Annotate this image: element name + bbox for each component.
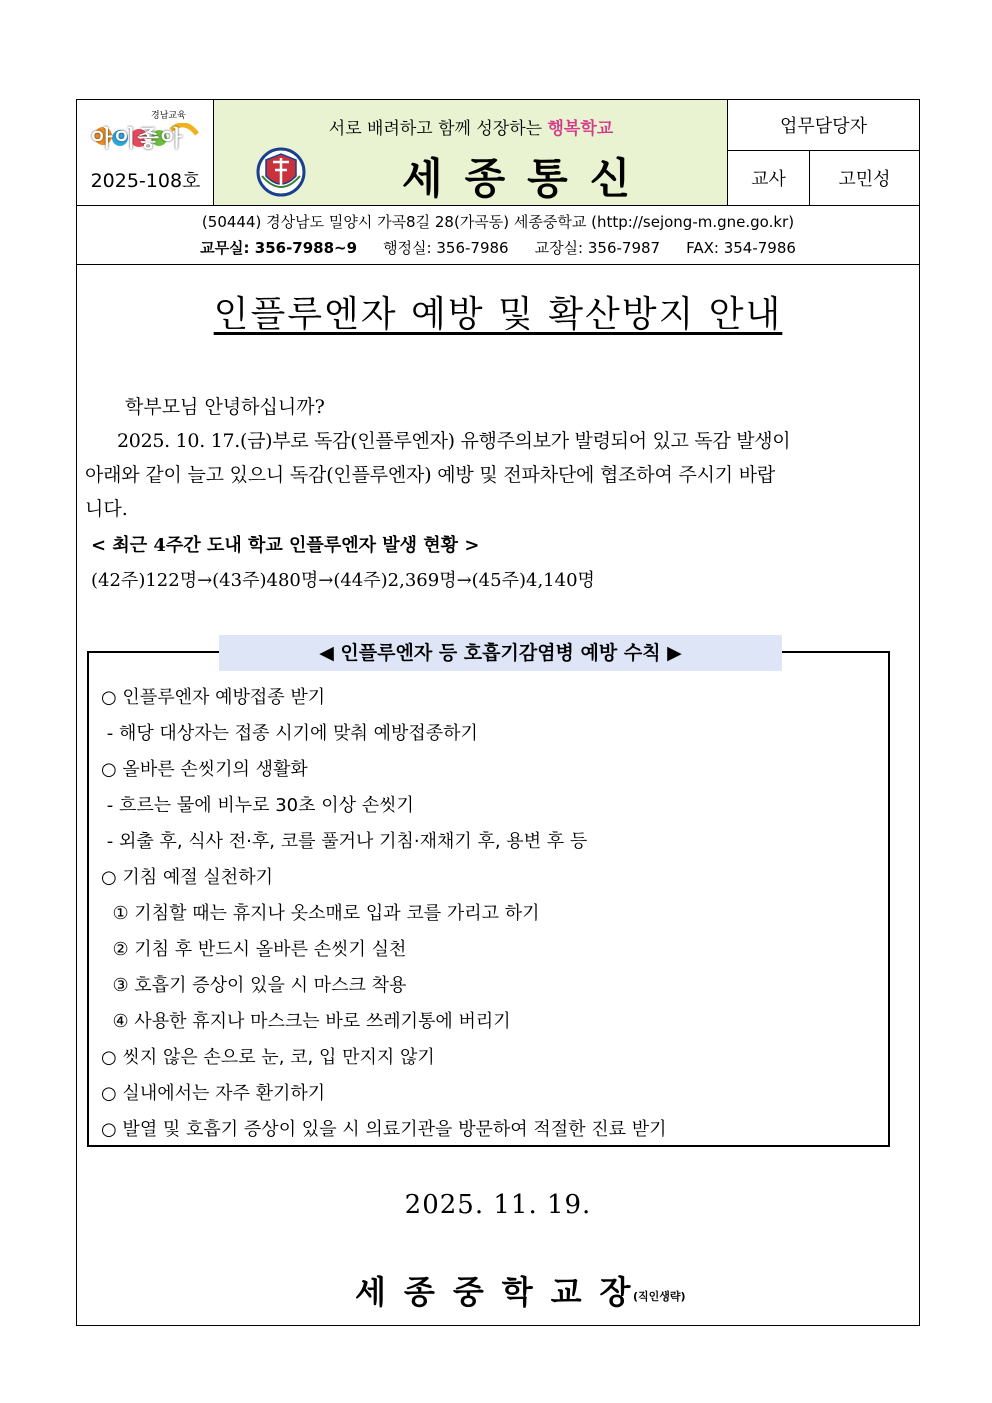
signature: 세종중학교장 xyxy=(355,1273,649,1311)
logo-small-text: 경남교육 xyxy=(151,111,186,121)
school-emblem-icon xyxy=(256,146,306,198)
document-frame xyxy=(76,99,920,1326)
header-divider xyxy=(77,205,919,206)
fax-number: FAX: 354-7986 xyxy=(686,239,796,257)
issue-number: 2025-108호 xyxy=(90,170,201,192)
slogan xyxy=(214,114,728,139)
header-table xyxy=(77,100,919,205)
contact-line xyxy=(77,237,919,258)
admin-phone: 행정실: 356-7986 xyxy=(383,239,509,257)
rule-item: ○ 실내에서는 자주 환기하기 xyxy=(101,1083,326,1104)
document-title xyxy=(77,286,919,337)
rule-item: - 해당 대상자는 접종 시기에 맞춰 예방접종하기 xyxy=(101,723,478,744)
paragraph-line-3: 니다. xyxy=(85,498,128,520)
rule-item: - 흐르는 물에 비누로 30초 이상 손씻기 xyxy=(101,795,414,816)
paragraph-line-1: 2025. 10. 17.(금)부로 독감(인플루엔자) 유행주의보가 발령되어 있고 독감 발생이 xyxy=(117,430,791,452)
prevention-rules-box xyxy=(87,642,890,1147)
rule-item: ○ 올바른 손씻기의 생활화 xyxy=(101,759,308,780)
title-cell xyxy=(214,100,728,205)
status-heading: < 최근 4주간 도내 학교 인플루엔자 발생 현황 > xyxy=(91,535,480,556)
slogan-highlight: 행복학교 xyxy=(547,119,614,139)
document-title-text: 인플루엔자 예방 및 확산방지 안내 xyxy=(213,294,783,335)
staff-role: 교사 xyxy=(728,151,810,205)
rule-item: ○ 발열 및 호흡기 증상이 있을 시 의료기관을 방문하여 적절한 진료 받기 xyxy=(101,1119,667,1140)
status-values: (42주)122명→(43주)480명→(44주)2,369명→(45주)4,140명 xyxy=(91,570,595,591)
rule-item: ○ 인플루엔자 예방접종 받기 xyxy=(101,687,326,708)
issue-date: 2025. 11. 19. xyxy=(404,1190,592,1220)
staff-label: 업무담당자 xyxy=(728,100,919,151)
seal-note: (직인생략) xyxy=(633,1290,686,1303)
principal-phone: 교장실: 356-7987 xyxy=(534,239,661,257)
logo-cell xyxy=(77,100,214,205)
rule-item: ○ 씻지 않은 손으로 눈, 코, 입 만지지 않기 xyxy=(101,1047,435,1068)
rule-item: ○ 기침 예절 실천하기 xyxy=(101,867,273,888)
rule-item: - 외출 후, 식사 전·후, 코를 풀거나 기침·재채기 후, 용변 후 등 xyxy=(101,831,588,852)
rule-item: ② 기침 후 반드시 올바른 손씻기 실천 xyxy=(101,939,407,960)
address-divider xyxy=(77,264,919,265)
slogan-text: 서로 배려하고 함께 성장하는 xyxy=(328,119,548,139)
address-line: (50444) 경상남도 밀양시 가곡8길 28(가곡동) 세종중학교 (http://sejong-m.gne.go.kr) xyxy=(201,213,795,231)
office-phone: 교무실: 356-7988~9 xyxy=(200,239,358,257)
rule-item: ④ 사용한 휴지나 마스크는 바로 쓰레기통에 버리기 xyxy=(101,1011,511,1032)
rule-item: ③ 호흡기 증상이 있을 시 마스크 착용 xyxy=(101,975,407,996)
paragraph-line-2: 아래와 같이 늘고 있으니 독감(인플루엔자) 예방 및 전파차단에 협조하여 주시기 바랍 xyxy=(85,464,776,486)
staff-name: 고민성 xyxy=(838,169,891,190)
newsletter-name: 세종통신 xyxy=(402,154,653,203)
greeting: 학부모님 안녕하십니까? xyxy=(125,396,325,418)
rule-item: ① 기침할 때는 휴지나 옷소매로 입과 코를 가리고 하기 xyxy=(101,903,540,924)
rules-heading: ◀ 인플루엔자 등 호흡기감염병 예방 수칙 ▶ xyxy=(219,635,782,671)
logo-text: 아이좋아 xyxy=(91,127,185,152)
